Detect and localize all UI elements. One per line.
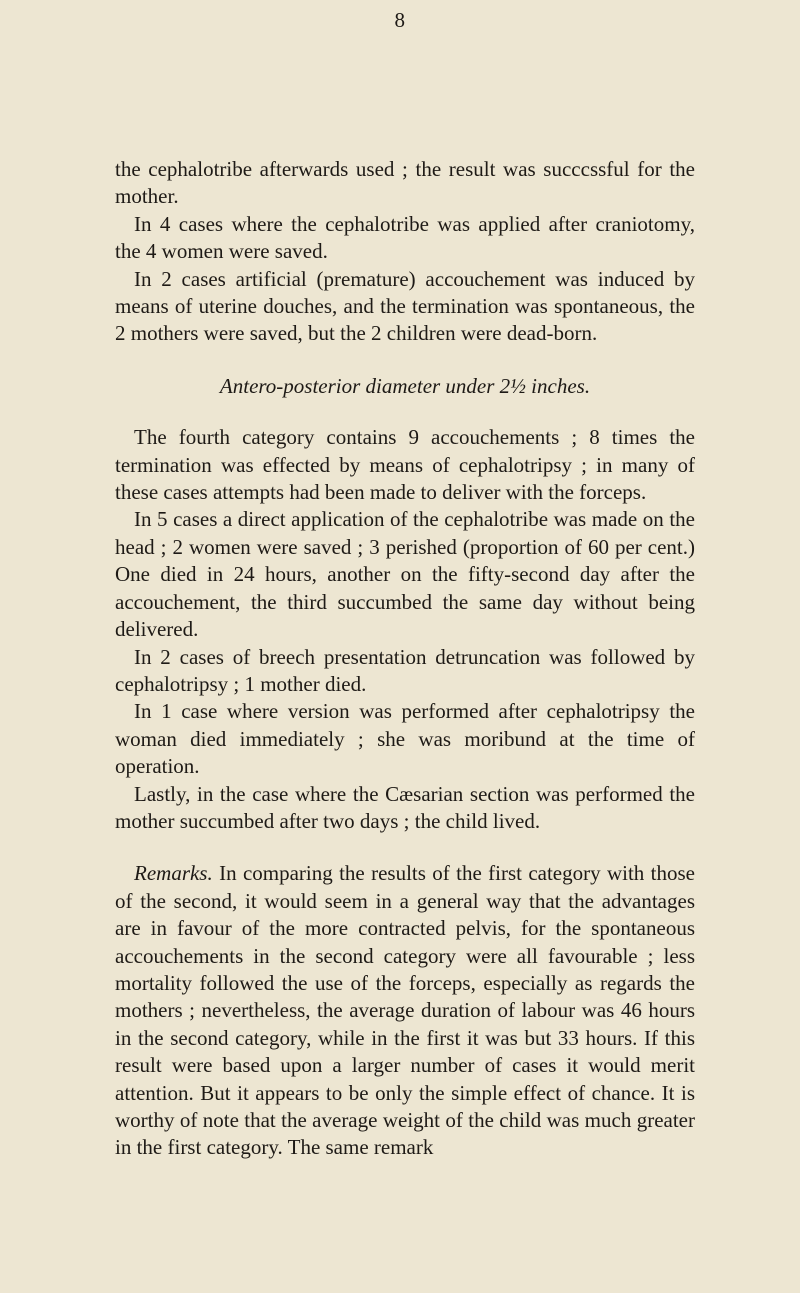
remarks-text: In comparing the results of the first category with those of the second, it would seem in a general way that the advantages are in favour of the more contracted pelvis, for the spontaneous accouchements in the second category were all favourable ; less mortality followed the use of the forceps, especially as regards the mothers ; nevertheless, the average duration of labour was 46 hours in the second category, while in the first it was but 33 hours. If this result were based upon a larger number of cases it would merit attention. But it appears to be only the simple effect of chance. It is worthy of note that the average weight of the child was much greater in the first category. The same remark — [115, 861, 695, 1160]
paragraph-remarks — [115, 860, 695, 1161]
body-text — [115, 156, 695, 1162]
paragraph-caesarian-case: Lastly, in the case where the Cæsarian section was performed the mother succumbed after two days ; the child lived. — [115, 781, 695, 833]
paragraph-continuation: the cephalotribe afterwards used ; the result was succcssful for the mother. — [115, 157, 695, 209]
page-number: 8 — [394, 8, 406, 32]
paragraph-craniotomy-cases: In 4 cases where the cephalotribe was applied after craniotomy, the 4 women were saved. — [115, 211, 695, 264]
paragraph-premature-accouchement: In 2 cases artificial (premature) accouchement was induced by means of uterine douches, and the termination was spontaneous, the 2 mothers were saved, but the 2 children were dead-born. — [115, 266, 695, 346]
paragraph-fourth-category: The fourth category contains 9 accouchements ; 8 times the termination was effected by means of cephalotripsy ; in many of these cases attempts had been made to deliver with the forceps. — [115, 425, 695, 505]
paragraph-breech-presentation: In 2 cases of breech presentation detruncation was followed by cephalotripsy ; 1 mother died. — [115, 644, 695, 696]
paragraph-direct-application: In 5 cases a direct application of the cephalotribe was made on the head ; 2 women were saved ; 3 perished (proportion of 60 per cent.) One died in 24 hours, another on the fifty-second day after the accouchement, the third succumbed the same day without being delivered. — [115, 507, 695, 642]
paragraph-version-case: In 1 case where version was performed after cephalotripsy the woman died immediately ; she was moribund at the time of operation. — [115, 699, 695, 779]
remarks-label: Remarks. — [134, 861, 213, 886]
section-heading: Antero-posterior diameter under 2½ inches. — [219, 373, 591, 398]
